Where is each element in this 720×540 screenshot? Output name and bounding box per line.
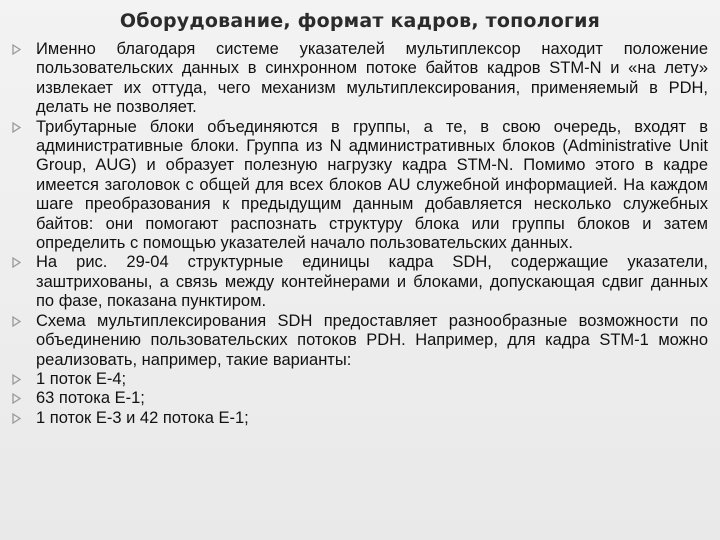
list-item	[12, 370, 708, 389]
triangle-right-icon	[12, 40, 36, 59]
bullet-list	[12, 40, 708, 428]
list-item-text: Схема мультиплексирования SDH предоставляет разнообразные возможности по объединению пользовательских потоков PDH. Например, для кадра STM-1 можно реализовать, например, такие варианты:	[36, 311, 708, 369]
list-item	[12, 40, 708, 118]
triangle-right-icon	[12, 118, 36, 137]
list-item-text: Именно благодаря системе указателей мультиплексор находит положение пользовательских данных в синхронном потоке байтов кадров STM-N и «на лету» извлекает их оттуда, чего механизм мультиплексирования, применяемый в PDH, делать не позволяет.	[36, 40, 708, 117]
list-item	[12, 118, 708, 254]
triangle-right-icon	[12, 389, 36, 408]
list-item	[12, 253, 708, 311]
list-item-text: На рис. 29-04 структурные единицы кадра SDH, содержащие указатели, заштрихованы, а связь между контейнерами и блоками, допускающая сдвиг данных по фазе, показана пунктиром.	[36, 253, 708, 311]
list-item	[12, 409, 708, 428]
list-item-text: 63 потока E-1;	[36, 389, 145, 408]
triangle-right-icon	[12, 370, 36, 389]
slide-title: Оборудование, формат кадров, топология	[119, 10, 601, 32]
triangle-right-icon	[12, 253, 36, 272]
list-item	[12, 389, 708, 408]
list-item	[12, 312, 708, 370]
list-item-text: 1 поток E-3 и 42 потока E-1;	[36, 408, 249, 427]
list-item-text: 1 поток E-4;	[36, 369, 127, 388]
list-item-text: Трибутарные блоки объединяются в группы, а те, в свою очередь, входят в административные блоки. Группа из N административных блоков (Administrative Unit Group, AUG) и образует полезную нагрузку кадра STM-N. Помимо этого в кадре имеется заголовок с общей для всех блоков AU служебной информацией. На каждом шаге преобразования к предыдущим данным добавляется несколько служебных байтов: они помогают распознать структуру блока или группы блоков и затем определить с помощью указателей начало пользовательских данных.	[36, 117, 708, 253]
triangle-right-icon	[12, 312, 36, 331]
triangle-right-icon	[12, 409, 36, 428]
